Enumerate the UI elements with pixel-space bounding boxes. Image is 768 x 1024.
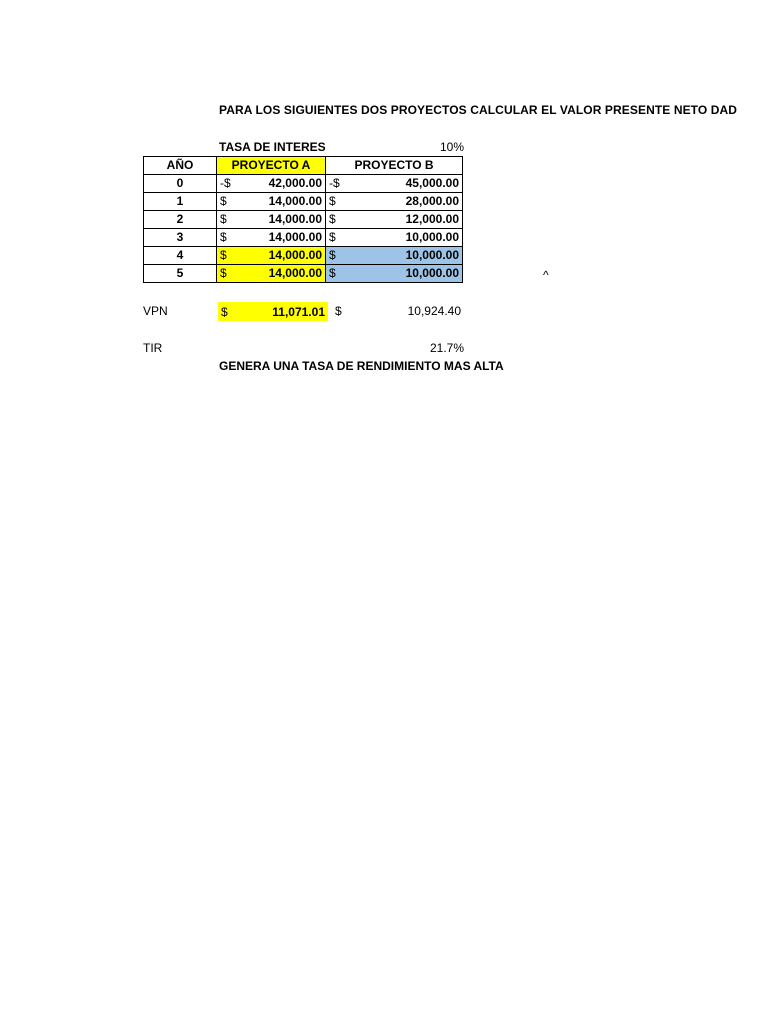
year-cell[interactable]: 5 [144, 265, 217, 283]
header-project-b[interactable]: PROYECTO B [326, 157, 463, 175]
currency-symbol: -$ [329, 176, 340, 190]
table-row [144, 265, 463, 283]
amount: 14,000.00 [268, 194, 322, 208]
header-project-a[interactable]: PROYECTO A [217, 157, 326, 175]
project-b-cell[interactable] [326, 175, 463, 193]
currency-symbol: $ [221, 304, 228, 319]
year-cell[interactable]: 3 [144, 229, 217, 247]
project-b-cell[interactable] [326, 193, 463, 211]
project-a-cell[interactable] [217, 175, 326, 193]
currency-symbol: $ [220, 266, 227, 280]
project-a-cell[interactable] [217, 211, 326, 229]
currency-symbol: $ [220, 248, 227, 262]
project-a-cell[interactable] [217, 229, 326, 247]
project-b-cell[interactable] [326, 247, 463, 265]
vpn-a-amount: 11,071.01 [272, 304, 325, 319]
interest-rate-label: TASA DE INTERES [219, 140, 326, 154]
year-cell[interactable]: 2 [144, 211, 217, 229]
project-a-cell[interactable] [217, 193, 326, 211]
currency-symbol: $ [329, 266, 336, 280]
table-row [144, 247, 463, 265]
currency-symbol: $ [220, 194, 227, 208]
currency-symbol: $ [329, 248, 336, 262]
amount: 14,000.00 [268, 230, 322, 244]
amount: 10,000.00 [405, 230, 459, 244]
vpn-project-a[interactable] [218, 302, 328, 321]
interest-rate-value[interactable]: 10% [439, 140, 464, 154]
project-b-cell[interactable] [326, 211, 463, 229]
vpn-label: VPN [143, 304, 168, 318]
amount: 10,000.00 [405, 266, 459, 280]
project-b-cell[interactable] [326, 265, 463, 283]
amount: 28,000.00 [405, 194, 459, 208]
currency-symbol: $ [335, 304, 342, 318]
project-a-cell[interactable] [217, 265, 326, 283]
amount: 45,000.00 [405, 176, 459, 190]
currency-symbol: $ [329, 230, 336, 244]
tir-label: TIR [143, 341, 163, 355]
table-header-row [144, 157, 463, 175]
year-cell[interactable]: 1 [144, 193, 217, 211]
currency-symbol: -$ [220, 176, 231, 190]
amount: 14,000.00 [268, 248, 322, 262]
sheet-title: PARA LOS SIGUIENTES DOS PROYECTOS CALCULAR EL VALOR PRESENTE NETO DAD [219, 103, 738, 117]
project-a-cell[interactable] [217, 247, 326, 265]
year-cell[interactable]: 4 [144, 247, 217, 265]
tir-value[interactable]: 21.7% [429, 341, 464, 355]
conclusion-text: GENERA UNA TASA DE RENDIMIENTO MAS ALTA [219, 359, 504, 373]
table-row [144, 211, 463, 229]
amount: 14,000.00 [268, 266, 322, 280]
currency-symbol: $ [329, 212, 336, 226]
amount: 10,000.00 [405, 248, 459, 262]
table-row [144, 229, 463, 247]
table-row [144, 193, 463, 211]
currency-symbol: $ [220, 230, 227, 244]
vpn-project-b[interactable] [333, 304, 463, 318]
caret-mark: ^ [543, 268, 549, 282]
vpn-b-amount: 10,924.40 [407, 304, 461, 318]
amount: 12,000.00 [405, 212, 459, 226]
currency-symbol: $ [220, 212, 227, 226]
table-row [144, 175, 463, 193]
amount: 42,000.00 [268, 176, 322, 190]
header-year[interactable]: AÑO [144, 157, 217, 175]
amount: 14,000.00 [268, 212, 322, 226]
project-b-cell[interactable] [326, 229, 463, 247]
currency-symbol: $ [329, 194, 336, 208]
year-cell[interactable]: 0 [144, 175, 217, 193]
cash-flow-table [143, 156, 463, 283]
